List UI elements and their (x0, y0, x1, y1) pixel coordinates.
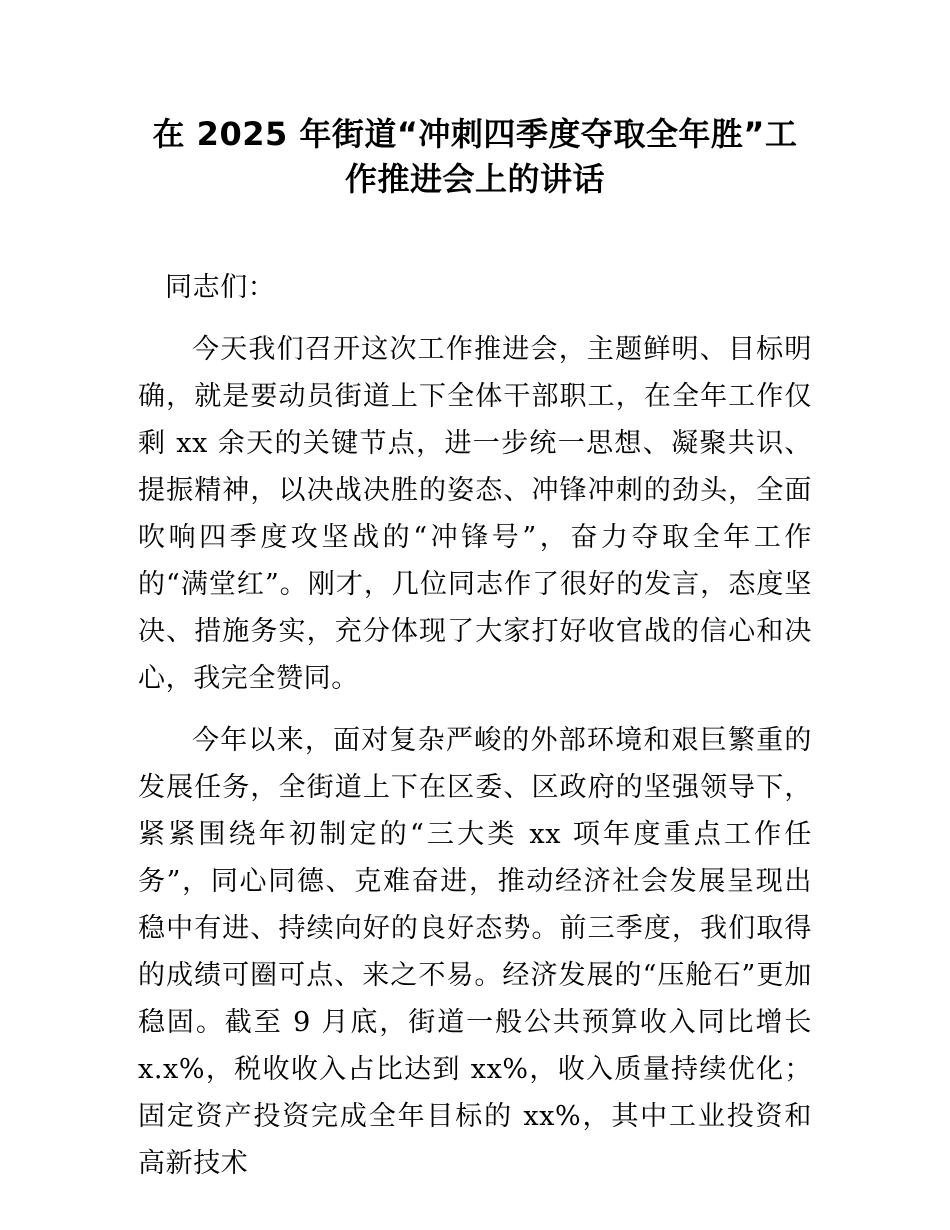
document-body (138, 264, 812, 1187)
page-title-line-2: 作推进会上的讲话 (344, 160, 605, 198)
body-paragraph-2: 今年以来，面对复杂严峻的外部环境和艰巨繁重的发展任务，全街道上下在区委、区政府的坚强领导下，紧紧围绕年初制定的“三大类 xx 项年度重点工作任务”，同心同德、克难奋进，推动经济社会发展呈现出稳中有进、持续向好的良好态势。前三季度，我们取得的成绩可圈可点、来之不易。经济发展的“压舱石”更加稳固。截至 9 月底，街道一般公共预算收入同比增长 x.x%，税收收入占比达到 xx%，收入质量持续优化；固定资产投资完成全年目标的 xx%，其中工业投资和高新技术 (138, 725, 812, 1179)
document-content-column (138, 0, 812, 1187)
page-title (138, 0, 812, 202)
page-title-line-1: 在 2025 年街道“冲刺四季度夺取全年胜”工 (152, 115, 798, 153)
body-paragraph-1: 今天我们召开这次工作推进会，主题鲜明、目标明确，就是要动员街道上下全体干部职工，在全年工作仅剩 xx 余天的关键节点，进一步统一思想、凝聚共识、提振精神，以决战决胜的姿态、冲锋冲刺的劲头，全面吹响四季度攻坚战的“冲锋号”，奋力夺取全年工作的“满堂红”。刚才，几位同志作了很好的发言，态度坚决、措施务实，充分体现了大家打好收官战的信心和决心，我完全赞同。 (138, 334, 812, 694)
salutation-line: 同志们： (165, 272, 276, 303)
